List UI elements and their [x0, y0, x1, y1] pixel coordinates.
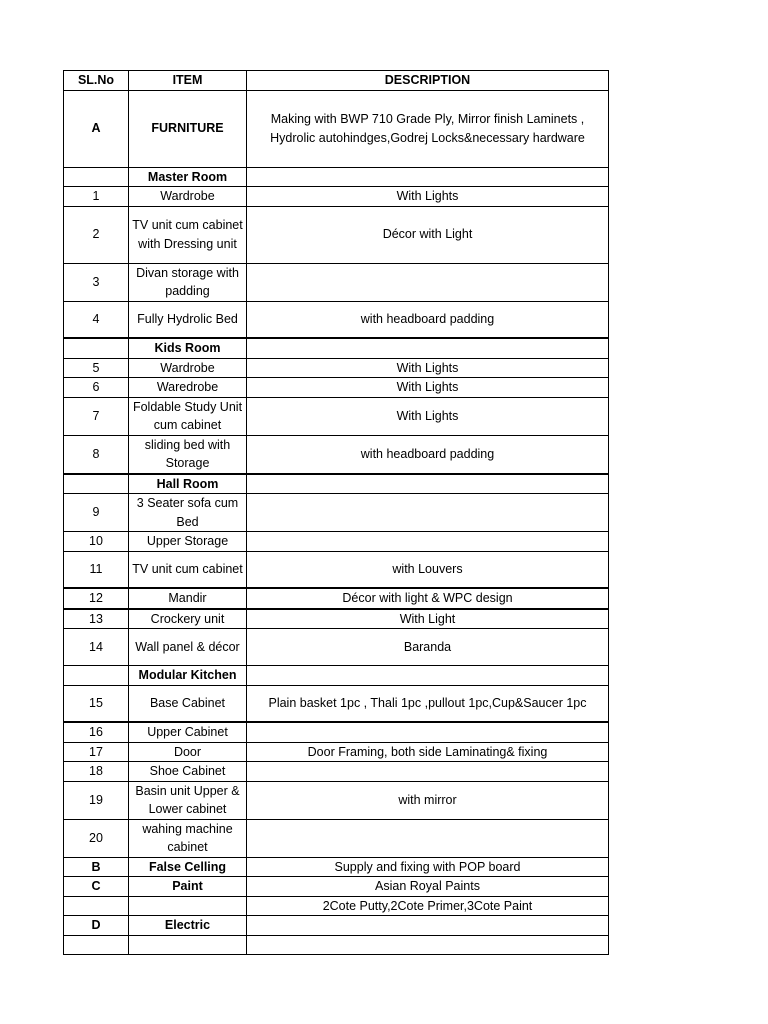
table-row: [64, 629, 609, 666]
estimate-table: [63, 70, 609, 955]
row-description: with mirror: [247, 781, 609, 819]
row-item: Electric: [129, 916, 247, 936]
row-sl: [64, 474, 129, 494]
row-item: Mandir: [129, 588, 247, 609]
table-row: [64, 781, 609, 819]
row-item: Upper Storage: [129, 532, 247, 552]
row-sl: C: [64, 877, 129, 897]
table-row: [64, 435, 609, 474]
row-item: Upper Cabinet: [129, 722, 247, 742]
row-sl: 9: [64, 494, 129, 532]
row-description: Making with BWP 710 Grade Ply, Mirror finish Laminets , Hydrolic autohindges,Godrej Locks&necessary hardware: [247, 90, 609, 167]
row-sl: [64, 935, 129, 954]
section-title: Hall Room: [129, 474, 247, 494]
row-description: with headboard padding: [247, 435, 609, 474]
table-row: [64, 397, 609, 435]
row-sl: 5: [64, 358, 129, 378]
header-sl: SL.No: [64, 71, 129, 91]
table-row: [64, 532, 609, 552]
section-title: Master Room: [129, 167, 247, 187]
row-sl: 14: [64, 629, 129, 666]
table-row: [64, 206, 609, 263]
row-item: [129, 935, 247, 954]
table-row: [64, 378, 609, 398]
row-description: With Lights: [247, 358, 609, 378]
row-item: Basin unit Upper & Lower cabinet: [129, 781, 247, 819]
table-row: [64, 609, 609, 629]
row-description: [247, 762, 609, 782]
row-description: [247, 532, 609, 552]
row-item: wahing machine cabinet: [129, 819, 247, 857]
row-sl: B: [64, 857, 129, 877]
row-sl: 4: [64, 301, 129, 338]
table-row: [64, 722, 609, 742]
row-item: Wardrobe: [129, 358, 247, 378]
table-row: [64, 819, 609, 857]
header-description: DESCRIPTION: [247, 71, 609, 91]
row-item: 3 Seater sofa cum Bed: [129, 494, 247, 532]
row-item: Paint: [129, 877, 247, 897]
row-item: [129, 896, 247, 916]
row-sl: 2: [64, 206, 129, 263]
row-description: [247, 474, 609, 494]
table-row: [64, 358, 609, 378]
header-item: ITEM: [129, 71, 247, 91]
row-sl: A: [64, 90, 129, 167]
row-sl: [64, 167, 129, 187]
table-row: [64, 263, 609, 301]
row-description: Plain basket 1pc , Thali 1pc ,pullout 1pc,Cup&Saucer 1pc: [247, 685, 609, 722]
row-description: Asian Royal Paints: [247, 877, 609, 897]
section-title: Modular Kitchen: [129, 666, 247, 686]
row-sl: 12: [64, 588, 129, 609]
table-row: [64, 90, 609, 167]
row-description: Supply and fixing with POP board: [247, 857, 609, 877]
row-description: Décor with light & WPC design: [247, 588, 609, 609]
table-row: [64, 916, 609, 936]
row-item: Foldable Study Unit cum cabinet: [129, 397, 247, 435]
row-sl: 20: [64, 819, 129, 857]
row-item: FURNITURE: [129, 90, 247, 167]
table-row: [64, 666, 609, 686]
row-description: Door Framing, both side Laminating& fixing: [247, 742, 609, 762]
row-item: Door: [129, 742, 247, 762]
row-item: TV unit cum cabinet with Dressing unit: [129, 206, 247, 263]
row-item: Shoe Cabinet: [129, 762, 247, 782]
table-row: [64, 301, 609, 338]
row-description: [247, 494, 609, 532]
table-row: [64, 167, 609, 187]
row-description: [247, 819, 609, 857]
row-description: [247, 916, 609, 936]
table-row: [64, 896, 609, 916]
table-row: [64, 742, 609, 762]
table-row: [64, 551, 609, 588]
row-description: [247, 722, 609, 742]
table-row: [64, 935, 609, 954]
row-description: With Lights: [247, 397, 609, 435]
table-row: [64, 685, 609, 722]
row-sl: 10: [64, 532, 129, 552]
row-description: Baranda: [247, 629, 609, 666]
row-sl: [64, 338, 129, 358]
table-row: [64, 857, 609, 877]
row-item: Divan storage with padding: [129, 263, 247, 301]
row-description: [247, 935, 609, 954]
row-sl: 13: [64, 609, 129, 629]
row-sl: 3: [64, 263, 129, 301]
row-item: TV unit cum cabinet: [129, 551, 247, 588]
row-sl: D: [64, 916, 129, 936]
row-description: [247, 666, 609, 686]
row-sl: 11: [64, 551, 129, 588]
table-row: [64, 338, 609, 358]
row-sl: 16: [64, 722, 129, 742]
row-description: [247, 338, 609, 358]
row-item: Crockery unit: [129, 609, 247, 629]
row-description: [247, 167, 609, 187]
row-description: with headboard padding: [247, 301, 609, 338]
table-header-row: [64, 71, 609, 91]
row-description: With Lights: [247, 187, 609, 207]
row-sl: [64, 666, 129, 686]
row-item: Fully Hydrolic Bed: [129, 301, 247, 338]
row-sl: 15: [64, 685, 129, 722]
row-item: Waredrobe: [129, 378, 247, 398]
section-title: Kids Room: [129, 338, 247, 358]
table-row: [64, 474, 609, 494]
row-item: False Celling: [129, 857, 247, 877]
row-description: 2Cote Putty,2Cote Primer,3Cote Paint: [247, 896, 609, 916]
row-sl: [64, 896, 129, 916]
table-row: [64, 494, 609, 532]
row-sl: 1: [64, 187, 129, 207]
table-row: [64, 762, 609, 782]
row-item: Base Cabinet: [129, 685, 247, 722]
row-description: with Louvers: [247, 551, 609, 588]
row-item: Wardrobe: [129, 187, 247, 207]
table-row: [64, 877, 609, 897]
row-sl: 18: [64, 762, 129, 782]
row-description: With Light: [247, 609, 609, 629]
row-description: Décor with Light: [247, 206, 609, 263]
row-sl: 19: [64, 781, 129, 819]
table-row: [64, 588, 609, 609]
row-item: sliding bed with Storage: [129, 435, 247, 474]
row-sl: 6: [64, 378, 129, 398]
row-description: [247, 263, 609, 301]
table-row: [64, 187, 609, 207]
row-sl: 8: [64, 435, 129, 474]
row-description: With Lights: [247, 378, 609, 398]
row-sl: 17: [64, 742, 129, 762]
row-item: Wall panel & décor: [129, 629, 247, 666]
row-sl: 7: [64, 397, 129, 435]
